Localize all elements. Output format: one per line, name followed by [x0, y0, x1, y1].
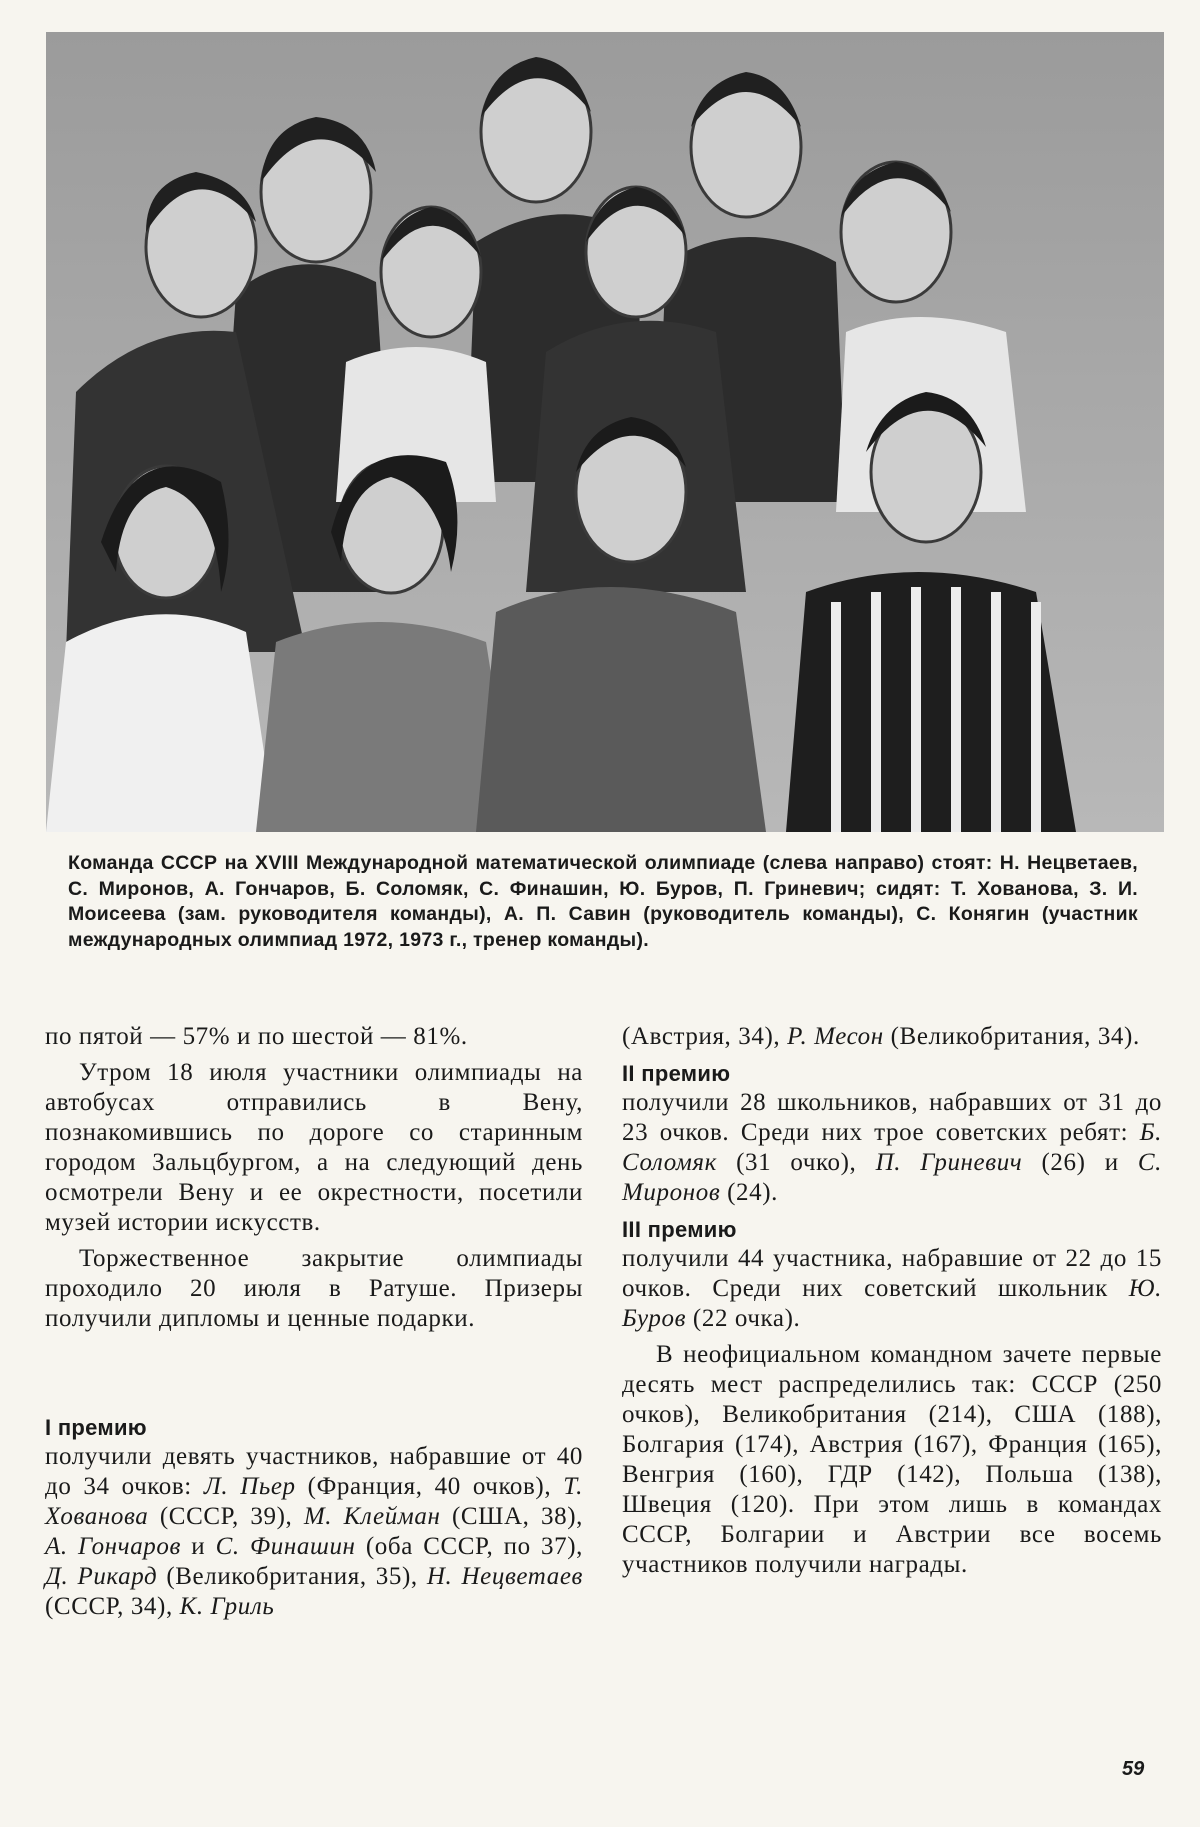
- page-number: 59: [1122, 1758, 1145, 1780]
- text-run: получили 28 школьников, набравших от 31 до 23 очков. Среди них трое советских ребят:: [622, 1089, 1162, 1146]
- prize3-text: [622, 1244, 1162, 1334]
- text-run: получили 44 участника, набравшие от 22 до 15 очков. Среди них советский школьник: [622, 1245, 1162, 1302]
- text-run: (Австрия, 34),: [622, 1023, 788, 1050]
- text-run: (26) и: [1022, 1149, 1138, 1176]
- person-name: Т. Хованова: [45, 1473, 583, 1530]
- text-run: (СССР, 39),: [148, 1503, 304, 1530]
- text-run: (Великобритания, 34).: [883, 1023, 1140, 1050]
- prize1-heading: I премию: [45, 1415, 147, 1440]
- text-run: (31 очко),: [716, 1149, 876, 1176]
- prize2-text: [622, 1088, 1162, 1208]
- person-name: П. Гриневич: [875, 1149, 1023, 1176]
- person-name: С. Финашин: [215, 1533, 356, 1560]
- text-run: и: [180, 1533, 216, 1560]
- right-column: [622, 1022, 1162, 1580]
- text-run: (Франция, 40 очков),: [295, 1473, 564, 1500]
- text-run: (оба СССР, по 37),: [355, 1533, 583, 1560]
- person-name: Р. Месон: [787, 1023, 884, 1050]
- group-photo-drawing: [46, 32, 1164, 832]
- paragraph-vienna: Утром 18 июля участники олимпиады на автобусах отправились в Вену, познакомившись по дороге со старинным городом Зальцбургом, а на следующий день осмотрели Вену и ее окрестности, посетили музей истории искусств.: [45, 1059, 583, 1236]
- person-name: Ю. Буров: [622, 1275, 1162, 1332]
- prize1-text: [45, 1442, 583, 1622]
- person-name: Б. Соломяк: [622, 1119, 1162, 1176]
- paragraph-team-ranking: В неофициальном командном зачете первые десять мест распределились так: СССР (250 очков), Великобритания (214), США (188), Болгария (174), Австрия (167), Франция (165), Венгрия (160), ГДР (142), Польша (138), Швеция (120). При этом лишь в командах СССР, Болгарии и Австрии все восемь участников получили награды.: [622, 1341, 1162, 1578]
- left-column: [45, 1022, 583, 1622]
- text-run: (24).: [720, 1179, 779, 1206]
- person-name: К. Гриль: [179, 1593, 275, 1620]
- text-run: (22 очка).: [686, 1305, 801, 1332]
- text-run: (Великобритания, 35),: [157, 1563, 427, 1590]
- text-run: (СССР, 34),: [45, 1593, 180, 1620]
- person-name: С. Миронов: [622, 1149, 1162, 1206]
- text-run: получили девять участников, набравшие от 40 до 34 очков:: [45, 1443, 583, 1500]
- photo-caption: Команда СССР на XVIII Международной математической олимпиаде (слева направо) стоят: Н. Нецветаев, С. Миронов, А. Гончаров, Б. Соломяк, С. Финашин, Ю. Буров, П. Гриневич; сидят: Т. Хованова, З. И. Моисеева (зам. руководителя команды), А. П. Савин (руководитель команды), С. Конягин (участник международных олимпиад 1972, 1973 г., тренер команды).: [68, 852, 1138, 951]
- person-name: Н. Нецветаев: [426, 1563, 583, 1590]
- paragraph-continued: по пятой — 57% и по шестой — 81%.: [45, 1023, 468, 1050]
- person-name: Л. Пьер: [203, 1473, 296, 1500]
- person-name: М. Клейман: [303, 1503, 441, 1530]
- prize3-heading: III премию: [622, 1217, 737, 1242]
- person-name: А. Гончаров: [45, 1533, 181, 1560]
- text-run: (США, 38),: [440, 1503, 583, 1530]
- prize1-text-continued: [622, 1022, 1162, 1052]
- paragraph-closing: Торжественное закрытие олимпиады проходило 20 июля в Ратуше. Призеры получили дипломы и ценные подарки.: [45, 1245, 583, 1332]
- prize2-heading: II премию: [622, 1061, 731, 1086]
- person-name: Д. Рикард: [45, 1563, 158, 1590]
- group-photo: [46, 32, 1164, 832]
